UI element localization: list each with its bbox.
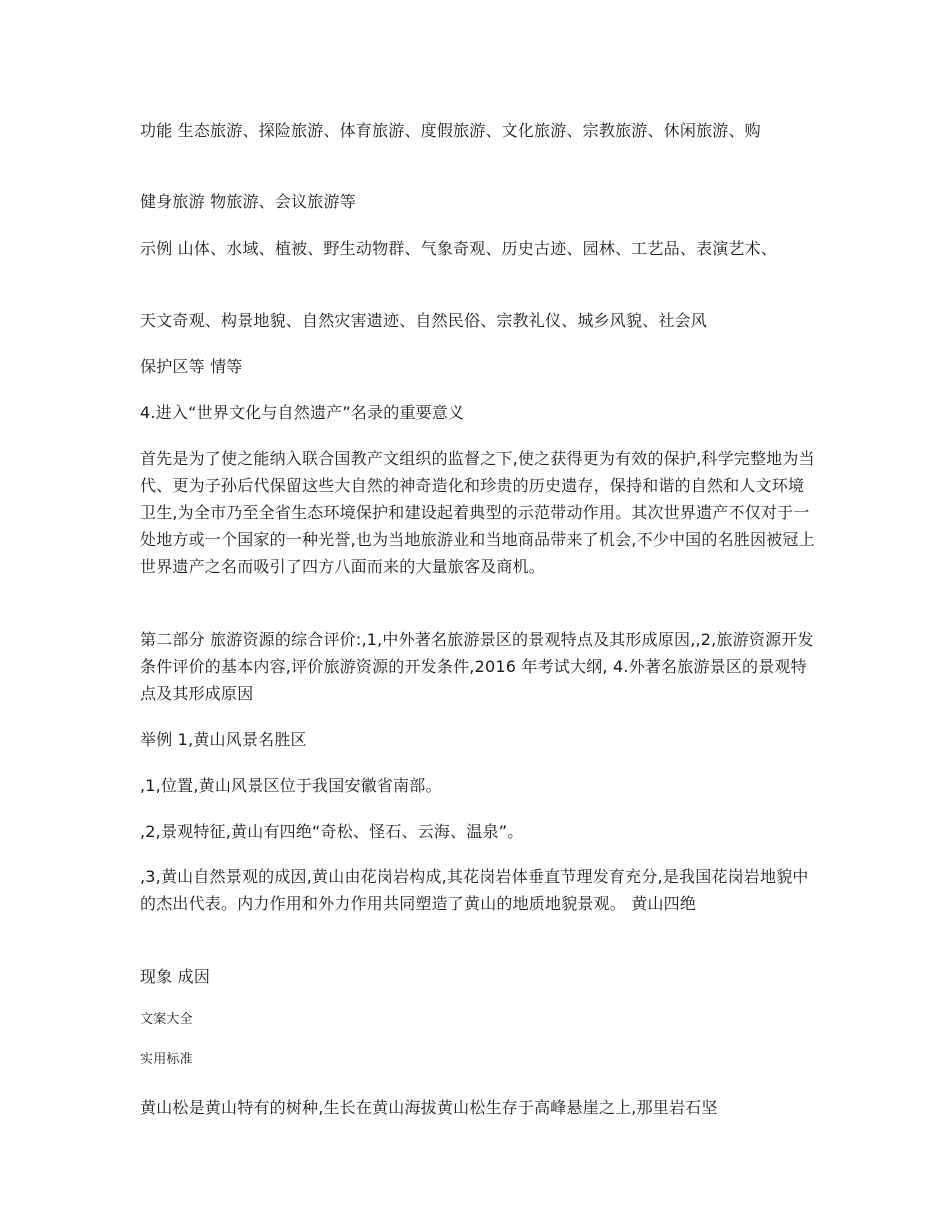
paragraph-significance: 首先是为了使之能纳入联合国教产文组织的监督之下,使之获得更为有效的保护,科学完整地为当代、更为子孙后代保留这些大自然的神奇造化和珍贵的历史遗存，保持和谐的自然和人文环境卫生,为全市乃至全省生态环境保护和建设起着典型的示范带动作用。其次世界遗产不仅对于一处地方或一个国家的一种光誉,也为当地旅游业和当地商品带来了机会,不少中国的名胜因被冠上世界遗产之名而吸引了四方八面而来的大量旅客及商机。 — [140, 449, 815, 576]
section-heading: 4.进入“世界文化与自然遗产”名录的重要意义 — [140, 403, 465, 422]
table-row-function-continued: 健身旅游 物旅游、会议旅游等 — [140, 192, 356, 211]
paragraph-pine: 黄山松是黄山特有的树种,生长在黄山海拔黄山松生存于高峰悬崖之上,那里岩石坚 — [140, 1098, 718, 1117]
list-item-formation: ,3,黄山自然景观的成因,黄山由花岗岩构成,其花岗岩体垂直节理发育充分,是我国花岗岩地貌中的杰出代表。内力作用和外力作用共同塑造了黄山的地质地貌景观。 黄山四绝 — [140, 867, 809, 913]
table-row-example-continued: 天文奇观、构景地貌、自然灾害遗迹、自然民俗、宗教礼仪、城乡风貌、社会风 — [140, 311, 708, 330]
table-header: 现象 成因 — [140, 967, 211, 986]
watermark-text-2: 实用标准 — [140, 1052, 193, 1067]
table-row-function: 功能 生态旅游、探险旅游、体育旅游、度假旅游、文化旅游、宗教旅游、休闲旅游、购 — [140, 121, 761, 140]
list-item-features: ,2,景观特征,黄山有四绝“奇松、怪石、云海、温泉”。 — [140, 822, 524, 841]
watermark-text-1: 文案大全 — [140, 1012, 193, 1027]
example-heading: 举例 1,黄山风景名胜区 — [140, 730, 307, 749]
table-row-example-last: 保护区等 情等 — [140, 357, 243, 376]
list-item-location: ,1,位置,黄山风景区位于我国安徽省南部。 — [140, 776, 442, 795]
paragraph-part-two: 第二部分 旅游资源的综合评价:,1,中外著名旅游景区的景观特点及其形成原因,,2,旅游资源开发条件评价的基本内容,评价旅游资源的开发条件,2016 年考试大纲, 4.外著名旅游景区的景观特点及其形成原因 — [140, 630, 814, 703]
table-row-example: 示例 山体、水域、植被、野生动物群、气象奇观、历史古迹、园林、工艺品、表演艺术、 — [140, 239, 778, 258]
